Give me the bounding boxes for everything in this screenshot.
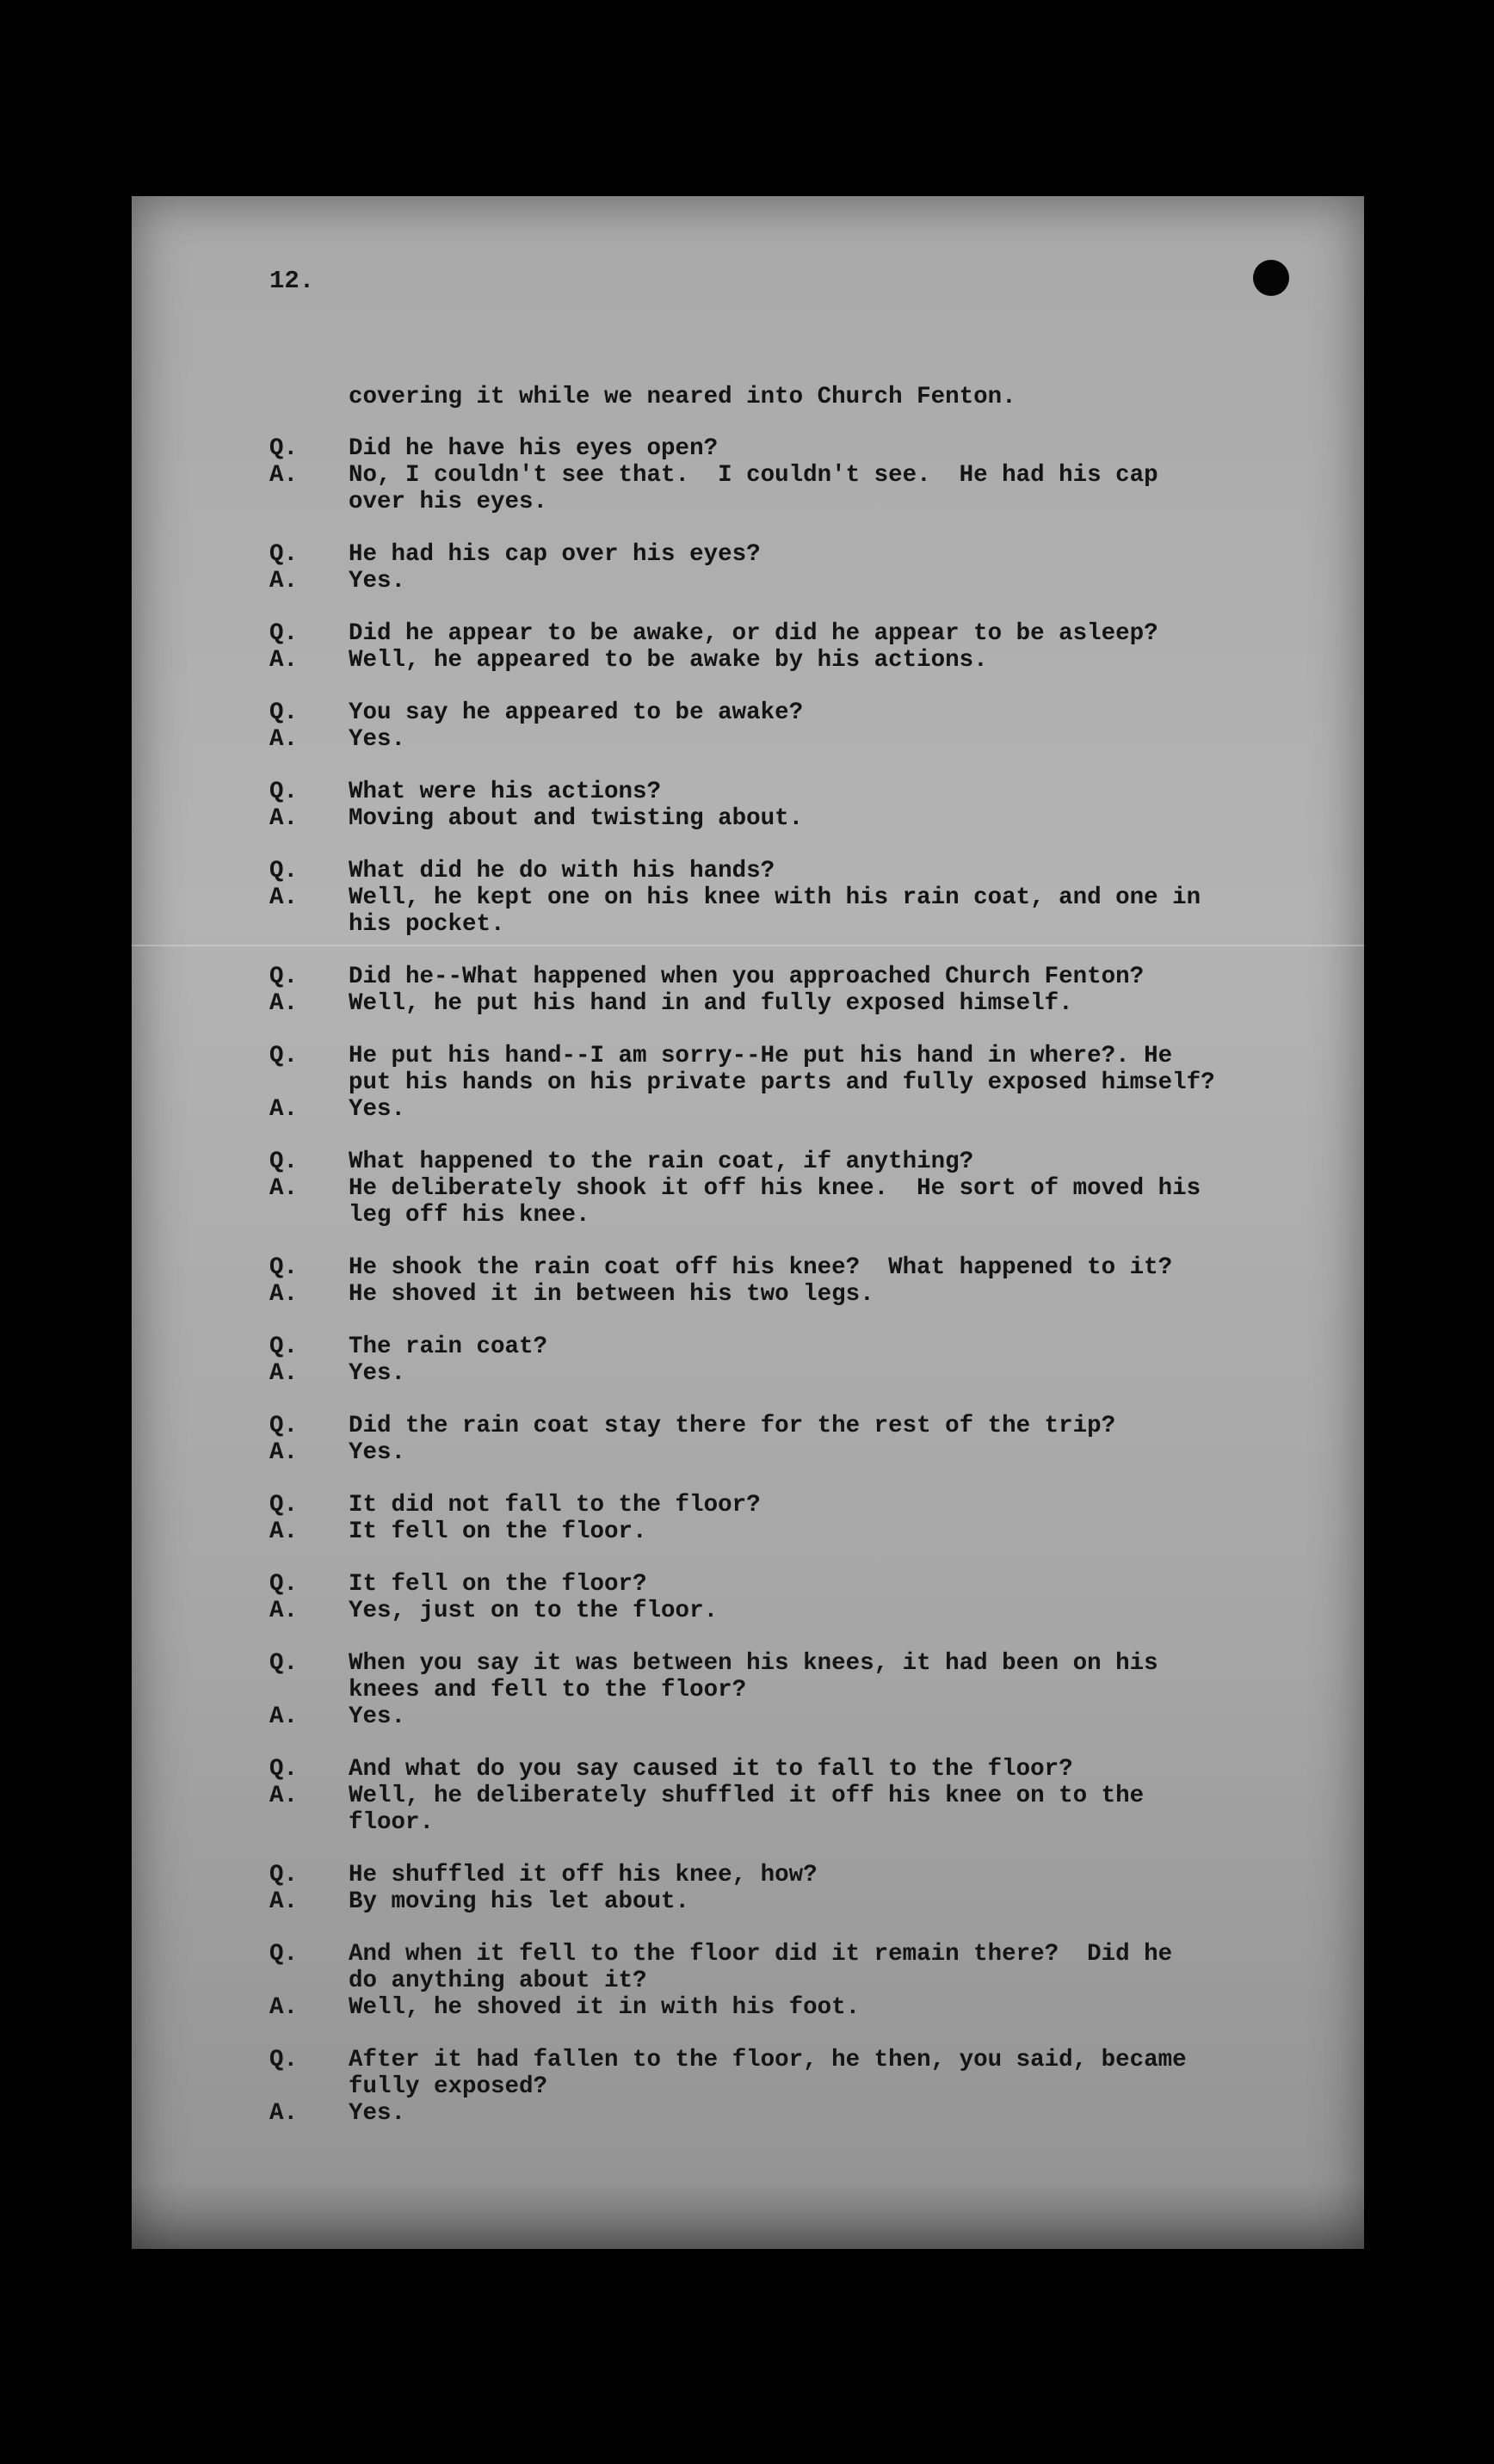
text-line: Did he appear to be awake, or did he appear to be asleep? — [349, 620, 1158, 647]
text-line: Well, he deliberately shuffled it off his knee on to the — [349, 1783, 1145, 1809]
question-label: Q. — [269, 1043, 299, 1069]
answer-label: A. — [269, 1175, 299, 1202]
question-text — [349, 1149, 1345, 1175]
answer-label: A. — [269, 1281, 299, 1308]
text-line: Did he have his eyes open? — [349, 435, 719, 462]
text-line: Yes. — [349, 1096, 406, 1123]
text-line: And what do you say caused it to fall to the floor? — [349, 1756, 1073, 1783]
text-line: over his eyes. — [349, 489, 548, 515]
answer-text — [349, 462, 1345, 515]
question-text — [349, 1334, 1345, 1360]
question-label: Q. — [269, 1941, 299, 1968]
answer-row — [269, 1281, 1345, 1308]
qa-exchange — [269, 1492, 1345, 1545]
answer-row — [269, 1096, 1345, 1123]
text-line: Did he--What happened when you approached Church Fenton? — [349, 964, 1145, 990]
answer-text — [349, 884, 1345, 938]
qa-exchange — [269, 1650, 1345, 1730]
text-line: After it had fallen to the floor, he then, you said, became — [349, 2047, 1187, 2073]
answer-text — [349, 647, 1345, 674]
answer-row — [269, 884, 1345, 938]
text-line: No, I couldn't see that. I couldn't see. He had his cap — [349, 462, 1158, 489]
question-text — [349, 1756, 1345, 1783]
answer-text — [349, 1888, 1345, 1915]
question-label: Q. — [269, 1756, 299, 1783]
question-text — [349, 964, 1345, 990]
question-row — [269, 1254, 1345, 1281]
answer-text — [349, 1360, 1345, 1387]
answer-row — [269, 568, 1345, 594]
text-line: What happened to the rain coat, if anything? — [349, 1149, 974, 1175]
text-line: Yes. — [349, 1703, 406, 1730]
question-label: Q. — [269, 620, 299, 647]
text-line: fully exposed? — [349, 2073, 548, 2100]
question-label: Q. — [269, 964, 299, 990]
answer-label: A. — [269, 1994, 299, 2021]
answer-row — [269, 726, 1345, 753]
answer-text — [349, 1518, 1345, 1545]
question-row — [269, 1571, 1345, 1598]
text-line: By moving his let about. — [349, 1888, 690, 1915]
question-text — [349, 435, 1345, 462]
text-line: Did the rain coat stay there for the rest of the trip? — [349, 1413, 1116, 1439]
text-line: floor. — [349, 1809, 435, 1836]
qa-exchange — [269, 541, 1345, 594]
question-row — [269, 541, 1345, 568]
question-text — [349, 1492, 1345, 1518]
answer-text — [349, 990, 1345, 1017]
answer-label: A. — [269, 462, 299, 489]
text-line: Yes, just on to the floor. — [349, 1598, 719, 1624]
text-line: Well, he put his hand in and fully exposed himself. — [349, 990, 1073, 1017]
qa-exchange — [269, 1756, 1345, 1836]
question-row — [269, 1862, 1345, 1888]
question-label: Q. — [269, 1149, 299, 1175]
answer-label: A. — [269, 568, 299, 594]
question-label: Q. — [269, 1254, 299, 1281]
question-row — [269, 435, 1345, 462]
answer-row — [269, 647, 1345, 674]
answer-row — [269, 1994, 1345, 2021]
question-row — [269, 1043, 1345, 1096]
question-row — [269, 858, 1345, 884]
answer-text — [349, 726, 1345, 753]
answer-row — [269, 1783, 1345, 1836]
qa-exchange — [269, 1941, 1345, 2021]
answer-label: A. — [269, 726, 299, 753]
qa-exchange — [269, 1862, 1345, 1915]
question-label: Q. — [269, 1492, 299, 1518]
question-row — [269, 1756, 1345, 1783]
answer-row — [269, 1360, 1345, 1387]
answer-row — [269, 1518, 1345, 1545]
answer-label: A. — [269, 647, 299, 674]
question-label: Q. — [269, 541, 299, 568]
answer-text — [349, 1281, 1345, 1308]
answer-row — [269, 462, 1345, 515]
qa-exchange — [269, 1149, 1345, 1229]
text-line: He shuffled it off his knee, how? — [349, 1862, 818, 1888]
answer-label: A. — [269, 2100, 299, 2127]
continuation-line: covering it while we neared into Church Fenton. — [349, 384, 1016, 410]
answer-label: A. — [269, 990, 299, 1017]
qa-exchange — [269, 699, 1345, 753]
text-line: Well, he appeared to be awake by his actions. — [349, 647, 988, 674]
answer-row — [269, 1888, 1345, 1915]
text-line: Yes. — [349, 2100, 406, 2127]
answer-text — [349, 568, 1345, 594]
question-row — [269, 964, 1345, 990]
qa-exchange — [269, 1334, 1345, 1387]
text-line: It fell on the floor? — [349, 1571, 647, 1598]
qa-exchange — [269, 1413, 1345, 1466]
text-line: do anything about it? — [349, 1968, 647, 1994]
answer-text — [349, 1096, 1345, 1123]
text-line: What did he do with his hands? — [349, 858, 775, 884]
answer-label: A. — [269, 884, 299, 911]
text-line: And when it fell to the floor did it remain there? Did he — [349, 1941, 1173, 1968]
qa-exchange — [269, 1254, 1345, 1308]
answer-row — [269, 990, 1345, 1017]
answer-label: A. — [269, 1703, 299, 1730]
question-text — [349, 858, 1345, 884]
text-line: What were his actions? — [349, 779, 662, 805]
text-line: He put his hand--I am sorry--He put his hand in where?. He — [349, 1043, 1173, 1069]
question-row — [269, 779, 1345, 805]
typed-transcript-page — [132, 196, 1364, 2249]
question-text — [349, 779, 1345, 805]
question-row — [269, 620, 1345, 647]
question-text — [349, 1941, 1345, 1994]
answer-text — [349, 2100, 1345, 2127]
answer-row — [269, 1703, 1345, 1730]
question-row — [269, 699, 1345, 726]
question-text — [349, 541, 1345, 568]
question-label: Q. — [269, 1334, 299, 1360]
question-text — [349, 1571, 1345, 1598]
answer-label: A. — [269, 1360, 299, 1387]
text-line: He shoved it in between his two legs. — [349, 1281, 874, 1308]
question-label: Q. — [269, 779, 299, 805]
answer-text — [349, 1994, 1345, 2021]
text-line: It did not fall to the floor? — [349, 1492, 761, 1518]
text-line: his pocket. — [349, 911, 505, 938]
qa-exchange — [269, 779, 1345, 832]
answer-row — [269, 1439, 1345, 1466]
question-text — [349, 699, 1345, 726]
question-label: Q. — [269, 1413, 299, 1439]
text-line: Yes. — [349, 1360, 406, 1387]
text-line: You say he appeared to be awake? — [349, 699, 804, 726]
text-line: Well, he shoved it in with his foot. — [349, 1994, 861, 2021]
answer-text — [349, 1598, 1345, 1624]
qa-exchange — [269, 1043, 1345, 1123]
text-line: When you say it was between his knees, it had been on his — [349, 1650, 1158, 1677]
question-text — [349, 2047, 1345, 2100]
question-label: Q. — [269, 1862, 299, 1888]
qa-exchange — [269, 858, 1345, 938]
qa-exchange — [269, 435, 1345, 515]
question-row — [269, 1492, 1345, 1518]
answer-text — [349, 1175, 1345, 1229]
question-text — [349, 620, 1345, 647]
text-line: Yes. — [349, 568, 406, 594]
text-line: Yes. — [349, 1439, 406, 1466]
answer-label: A. — [269, 1096, 299, 1123]
text-line: The rain coat? — [349, 1334, 548, 1360]
question-text — [349, 1413, 1345, 1439]
answer-row — [269, 1598, 1345, 1624]
text-line: put his hands on his private parts and fully exposed himself? — [349, 1069, 1215, 1096]
text-line: Moving about and twisting about. — [349, 805, 804, 832]
question-row — [269, 1149, 1345, 1175]
answer-label: A. — [269, 1439, 299, 1466]
question-label: Q. — [269, 1571, 299, 1598]
question-label: Q. — [269, 699, 299, 726]
text-line: knees and fell to the floor? — [349, 1677, 747, 1703]
answer-text — [349, 1783, 1345, 1836]
question-label: Q. — [269, 1650, 299, 1677]
question-row — [269, 1941, 1345, 1994]
question-row — [269, 2047, 1345, 2100]
text-line: He deliberately shook it off his knee. He sort of moved his — [349, 1175, 1201, 1202]
punch-hole — [1253, 260, 1289, 296]
text-line: Yes. — [349, 726, 406, 753]
question-text — [349, 1043, 1345, 1096]
text-line: He shook the rain coat off his knee? What happened to it? — [349, 1254, 1173, 1281]
qa-exchange — [269, 2047, 1345, 2127]
answer-row — [269, 1175, 1345, 1229]
question-label: Q. — [269, 2047, 299, 2073]
qa-exchange — [269, 1571, 1345, 1624]
answer-label: A. — [269, 1888, 299, 1915]
qa-exchange — [269, 964, 1345, 1017]
text-line: leg off his knee. — [349, 1202, 590, 1229]
qa-exchange — [269, 620, 1345, 674]
question-text — [349, 1862, 1345, 1888]
question-row — [269, 1413, 1345, 1439]
question-row — [269, 1334, 1345, 1360]
answer-text — [349, 805, 1345, 832]
qa-list — [269, 435, 1345, 2153]
answer-label: A. — [269, 1518, 299, 1545]
question-row — [269, 1650, 1345, 1703]
question-label: Q. — [269, 858, 299, 884]
answer-text — [349, 1439, 1345, 1466]
page-number: 12. — [269, 267, 315, 295]
question-text — [349, 1650, 1345, 1703]
answer-row — [269, 805, 1345, 832]
answer-label: A. — [269, 1783, 299, 1809]
question-text — [349, 1254, 1345, 1281]
text-line: It fell on the floor. — [349, 1518, 647, 1545]
text-line: He had his cap over his eyes? — [349, 541, 761, 568]
answer-text — [349, 1703, 1345, 1730]
answer-row — [269, 2100, 1345, 2127]
text-line: Well, he kept one on his knee with his rain coat, and one in — [349, 884, 1201, 911]
answer-label: A. — [269, 1598, 299, 1624]
question-label: Q. — [269, 435, 299, 462]
answer-label: A. — [269, 805, 299, 832]
